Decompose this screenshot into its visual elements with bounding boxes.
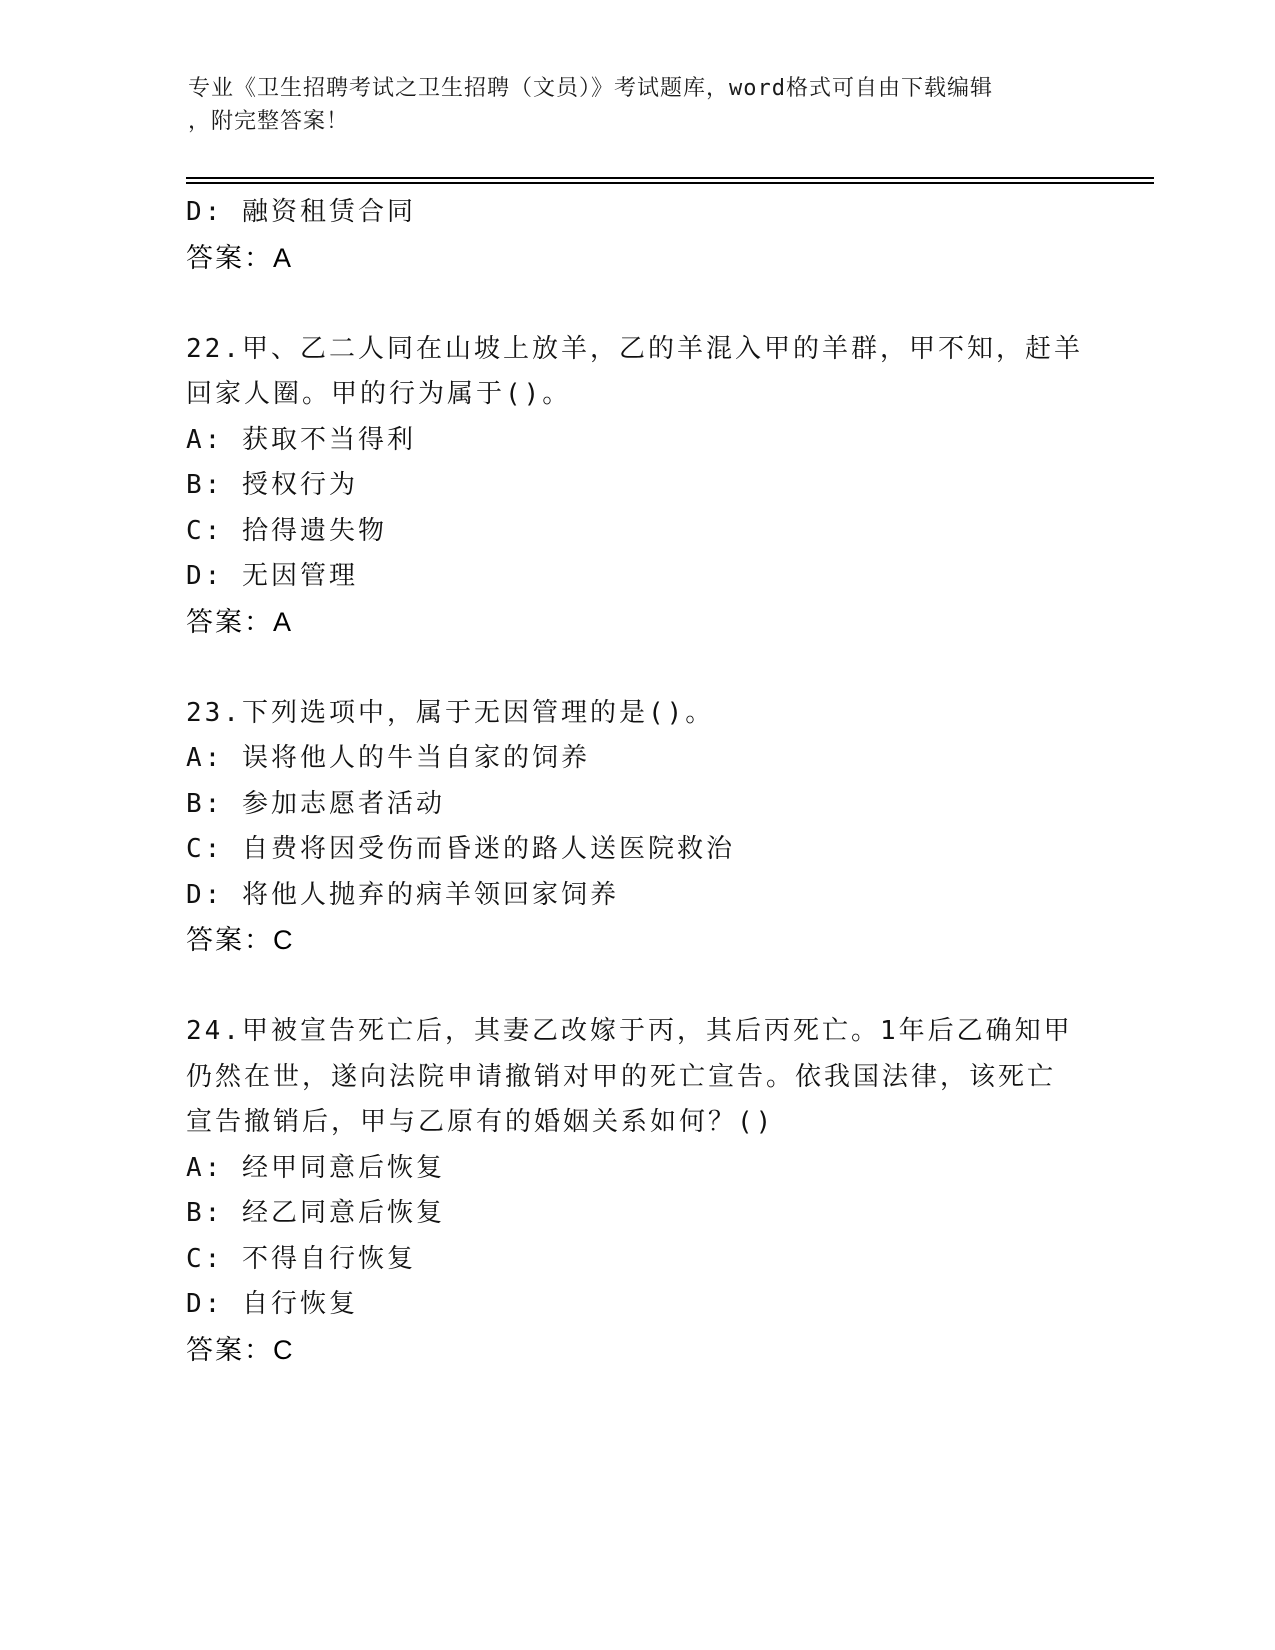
question-24	[186, 1009, 1086, 1373]
answer-line: 答案：C	[186, 925, 295, 955]
option-c: C: 拾得遗失物	[186, 515, 387, 546]
question-stem-line: 23.下列选项中，属于无因管理的是()。	[186, 697, 715, 728]
previous-question-tail	[186, 190, 1086, 281]
spacer	[186, 281, 1086, 327]
spacer	[186, 964, 1086, 1010]
option-d: D: 自行恢复	[186, 1289, 358, 1319]
question-stem-line: 24.甲被宣告死亡后，其妻乙改嫁于丙，其后丙死亡。1年后乙确知甲	[186, 1016, 1073, 1046]
spacer	[186, 645, 1086, 691]
answer-line: 答案：A	[186, 606, 294, 637]
option-d: D: 将他人抛弃的病羊领回家饲养	[186, 879, 619, 910]
option-b: B: 授权行为	[186, 470, 358, 500]
answer-line: 答案：C	[186, 1334, 295, 1365]
question-22	[186, 327, 1086, 646]
answer-line: 答案：A	[186, 242, 294, 273]
option-a: A: 经甲同意后恢复	[186, 1152, 445, 1183]
option-a: A: 获取不当得利	[186, 424, 416, 455]
option-c: C: 自费将因受伤而昏迷的路人送医院救治	[186, 834, 735, 864]
question-stem-line: 回家人圈。甲的行为属于()。	[186, 379, 572, 409]
question-stem-line: 仍然在世，遂向法院申请撤销对甲的死亡宣告。依我国法律，该死亡	[186, 1061, 1057, 1092]
option-b: B: 经乙同意后恢复	[186, 1198, 445, 1228]
question-stem-line: 22.甲、乙二人同在山坡上放羊，乙的羊混入甲的羊群，甲不知，赶羊	[186, 333, 1083, 364]
option-d: D: 融资租赁合同	[186, 197, 416, 227]
option-b: B: 参加志愿者活动	[186, 788, 445, 819]
question-23	[186, 691, 1086, 964]
header-divider-bottom	[186, 182, 1154, 184]
header-title-line-2: ，附完整答案！	[188, 109, 350, 134]
header-title-line-1: 专业《卫生招聘考试之卫生招聘（文员）》考试题库，word格式可自由下载编辑	[188, 76, 993, 101]
option-a: A: 误将他人的牛当自家的饲养	[186, 743, 590, 773]
option-d: D: 无因管理	[186, 561, 358, 591]
question-content	[186, 190, 1086, 1373]
header-divider-top	[186, 177, 1154, 179]
document-header	[188, 72, 1088, 138]
question-stem-line: 宣告撤销后，甲与乙原有的婚姻关系如何？()	[186, 1107, 775, 1137]
option-c: C: 不得自行恢复	[186, 1243, 416, 1274]
